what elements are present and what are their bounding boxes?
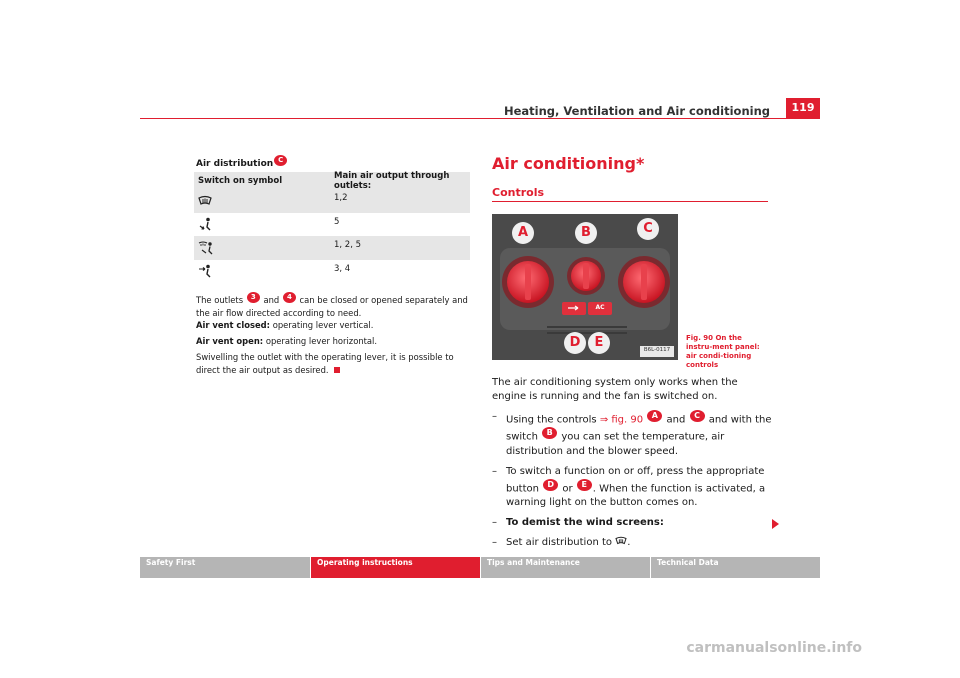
swivel-paragraph: Swivelling the outlet with the operating lever, it is possible to direct the air output as desired. [196,352,454,376]
table-row [194,236,470,260]
footwell-airflow-icon [198,217,212,231]
callout-e: E [588,332,610,354]
list-item: – To demist the wind screens: [492,516,664,528]
windscreen-footwell-icon [198,241,214,255]
next-page-arrow-icon[interactable] [772,519,779,529]
page-header-title: Heating, Ventilation and Air conditioning [503,104,770,118]
watermark: carmanualsonline.info [686,640,862,656]
footer-tab-technical-data[interactable]: Technical Data [650,557,820,578]
vent-open-line: Air vent open: operating lever horizontal. [196,336,378,346]
callout-b: B [575,222,597,244]
figure-caption: Fig. 90 On the instru-ment panel: air condi-tioning controls [686,334,760,369]
vent-closed-line: Air vent closed: operating lever vertical. [196,320,374,330]
end-of-section-icon [334,367,340,373]
intro-paragraph: The air conditioning system only works when the engine is running and the fan is switched on. [492,377,738,402]
subsection-title: Controls [492,186,545,199]
table-header-outlets: Main air output through outlets: [334,170,450,191]
ac-button-label: AC [595,304,605,311]
outlets-value: 3, 4 [334,263,351,274]
section-title: Air conditioning* [492,154,645,173]
demist-heading: To demist the wind screens: [506,516,664,528]
callout-d: D [564,332,586,354]
table-row [194,213,470,237]
list-item: – Using the controls ⇒ fig. 90 A and C and with the switch B you can set the temperature, air distribution and the blower speed. [492,411,772,457]
air-distribution-heading [196,155,288,169]
air-distribution-table [194,172,470,283]
list-item: – Set air distribution to . [492,536,631,548]
footer-tab-tips-maintenance[interactable]: Tips and Maintenance [480,557,650,578]
page-number: 119 [786,98,820,118]
vent-open-label: Air vent open: [196,336,264,346]
footer-tab-safety-first[interactable]: Safety First [140,557,310,578]
outlets-value: 5 [334,216,340,227]
outlet-badge-4: 4 [283,292,296,303]
control-badge-c: C [274,155,287,166]
control-badge-a: A [647,410,662,422]
footer-navigation [140,557,820,578]
callout-c: C [637,218,659,240]
outlets-value: 1,2 [334,193,348,203]
outlets-value: 1, 2, 5 [334,240,362,250]
ac-body-text [492,376,772,556]
fig-90-link[interactable]: ⇒ fig. 90 [599,414,644,426]
control-badge-c: C [690,410,705,422]
table-header-row [194,172,470,189]
outlet-badge-3: 3 [247,292,260,303]
footer-tab-operating-instructions[interactable]: Operating instructions [310,557,480,578]
windscreen-defrost-icon [615,536,627,546]
ac-controls-figure [492,214,678,360]
table-row [194,260,470,284]
table-header-switch: Switch on symbol [198,175,283,186]
windscreen-defrost-icon [198,195,212,207]
control-badge-b: B [542,427,557,439]
list-item: – To switch a function on or off, press the appropriate button D or E . When the function is activated, a warning light on the button comes on. [492,465,766,508]
subsection-rule [492,201,768,202]
callout-a: A [512,222,534,244]
control-badge-d: D [543,479,558,491]
face-airflow-icon [198,264,212,278]
vent-closed-label: Air vent closed: [196,320,271,330]
table-row [194,189,470,213]
figure-code: B6L-0117 [643,347,671,353]
header-rule [140,118,820,119]
air-distribution-heading-text: Air distribution [196,159,274,169]
control-badge-e: E [577,479,592,491]
outlets-paragraph: The outlets 3 and 4 can be closed or opened separately and the air flow directed according to need. [196,293,468,318]
